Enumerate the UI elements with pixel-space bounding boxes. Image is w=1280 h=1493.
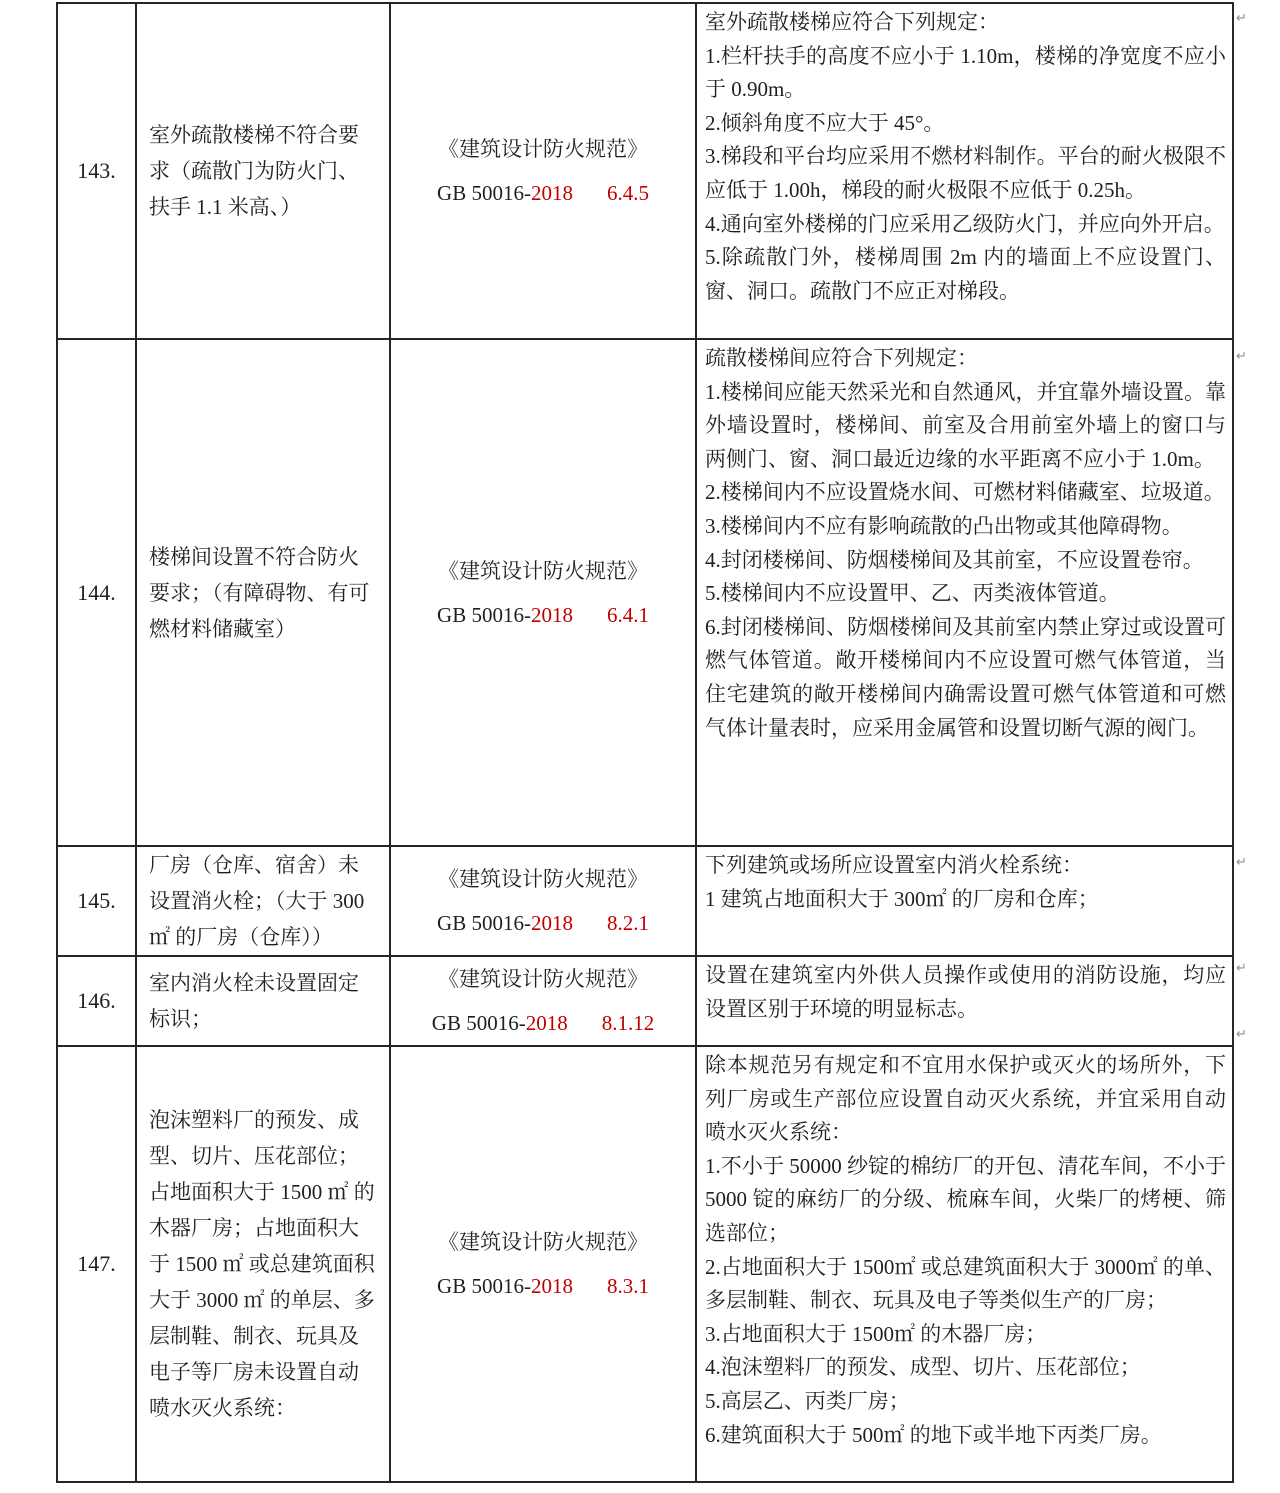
regulation-title: 《建筑设计防火规范》 [438,558,648,583]
regulation-code: GB 50016- [437,1274,531,1298]
detail-paragraph: 5.楼梯间内不应设置甲、乙、丙类液体管道。 [705,581,1120,606]
table-row [57,846,1233,956]
detail-paragraph: 5.除疏散门外，楼梯周围 2m 内的墙面上不应设置门、窗、洞口。疏散门不应正对梯段。 [705,245,1226,303]
paragraph-mark-icon: ↵ [1236,11,1247,26]
regulation-section: 6.4.1 [606,602,649,627]
detail-paragraph: 除本规范另有规定和不宜用水保护或灭火的场所外，下列厂房或生产部位应设置自动灭火系统，并宜采用自动喷水灭火系统： [705,1053,1226,1145]
table-row [57,339,1233,846]
row-number: 143. [77,158,116,183]
issue-text: 室内消火栓未设置固定标识； [149,971,359,1031]
detail-paragraph: 设置在建筑室内外供人员操作或使用的消防设施，均应设置区别于环境的明显标志。 [705,963,1226,1021]
regulation-title: 《建筑设计防火规范》 [438,137,648,161]
regulation-code-line [397,171,689,215]
table-row [57,3,1233,339]
row-number: 147. [77,1251,116,1276]
detail-paragraph: 4.封闭楼梯间、防烟楼梯间及其前室，不应设置卷帘。 [705,547,1204,572]
regulation-year: 2018 [525,1011,568,1035]
detail-paragraph: 6.建筑面积大于 500㎡ 的地下或半地下丙类厂房。 [705,1422,1162,1447]
regulation-code-line [397,1264,689,1308]
regulation-section: 8.2.1 [606,911,649,935]
regulation-code: GB 50016- [437,181,531,205]
regulation-section: 8.3.1 [606,1274,649,1298]
regulation-code: GB 50016- [437,602,531,627]
regulation-cell [390,3,696,339]
issue-text: 泡沫塑料厂的预发、成型、切片、压花部位；占地面积大于 1500 ㎡ 的木器厂房；占地面积大于 1500 ㎡ 或总建筑面积大于 3000 ㎡ 的单层、多层制鞋、制衣、玩具及电子等厂房未设置自动喷水灭火系统： [149,1108,375,1420]
detail-paragraph: 4.泡沫塑料厂的预发、成型、切片、压花部位； [705,1355,1141,1380]
regulation-cell [390,339,696,846]
regulation-section: 8.1.12 [601,1011,655,1035]
paragraph-mark-icon: ↵ [1236,349,1247,364]
detail-paragraph: 1 建筑占地面积大于 300㎡ 的厂房和仓库； [705,886,1099,911]
regulation-section: 6.4.5 [606,181,649,205]
issue-cell [136,339,390,846]
row-number-cell [57,956,136,1046]
row-number-cell [57,1046,136,1482]
row-number-cell [57,339,136,846]
issue-text: 楼梯间设置不符合防火要求；（有障碍物、有可燃材料储藏室） [149,544,370,641]
row-number: 146. [77,988,116,1013]
detail-cell [696,339,1233,846]
detail-paragraph: 6.封闭楼梯间、防烟楼梯间及其前室内禁止穿过或设置可燃气体管道。敞开楼梯间内不应设置可燃气体管道，当住宅建筑的敞开楼梯间内确需设置可燃气体管道和可燃气体计量表时，应采用金属管和设置切断气源的阀门。 [705,614,1226,740]
regulation-cell [390,846,696,956]
detail-paragraph: 2.楼梯间内不应设置烧水间、可燃材料储藏室、垃圾道。 [705,480,1225,505]
row-number-cell [57,846,136,956]
detail-paragraph: 2.占地面积大于 1500㎡ 或总建筑面积大于 3000㎡ 的单、多层制鞋、制衣、玩具及电子等类似生产的厂房； [705,1254,1226,1313]
regulation-title: 《建筑设计防火规范》 [438,1230,648,1254]
regulation-code-line [397,901,689,945]
issue-cell [136,846,390,956]
detail-paragraph: 3.楼梯间内不应有影响疏散的凸出物或其他障碍物。 [705,513,1183,538]
regulation-year: 2018 [530,181,573,205]
regulation-code-line [397,1001,689,1045]
detail-paragraph: 3.占地面积大于 1500㎡ 的木器厂房； [705,1321,1047,1346]
paragraph-mark-icon: ↵ [1236,961,1247,976]
row-number-cell [57,3,136,339]
detail-cell [696,3,1233,339]
table-row [57,956,1233,1046]
detail-cell [696,1046,1233,1482]
issue-cell [136,1046,390,1482]
regulation-code: GB 50016- [431,1011,526,1035]
detail-paragraph: 3.梯段和平台均应采用不燃材料制作。平台的耐火极限不应低于 1.00h，梯段的耐火极限不应低于 0.25h。 [705,144,1226,202]
regulation-code-line [397,593,689,637]
table-row [57,1046,1233,1482]
detail-paragraph: 1.楼梯间应能天然采光和自然通风，并宜靠外墙设置。靠外墙设置时，楼梯间、前室及合用前室外墙上的窗口与两侧门、窗、洞口最近边缘的水平距离不应小于 1.0m。 [705,379,1226,471]
detail-paragraph: 下列建筑或场所应设置室内消火栓系统： [705,853,1083,877]
detail-paragraph: 室外疏散楼梯应符合下列规定： [705,10,999,34]
regulation-year: 2018 [530,911,573,935]
regulation-code: GB 50016- [437,911,531,935]
regulation-year: 2018 [530,1274,573,1298]
detail-paragraph: 1.不小于 50000 纱锭的棉纺厂的开包、清花车间，不小于 5000 锭的麻纺厂的分级、梳麻车间，火柴厂的烤梗、筛选部位； [705,1153,1226,1245]
row-number: 145. [77,888,116,913]
detail-paragraph: 1.栏杆扶手的高度不应小于 1.10m，楼梯的净宽度不应小于 0.90m。 [705,43,1226,102]
issue-text: 室外疏散楼梯不符合要求（疏散门为防火门、扶手 1.1 米高、） [149,123,359,219]
detail-paragraph: 疏散楼梯间应符合下列规定： [705,346,978,370]
row-number: 144. [77,579,116,605]
paragraph-mark-icon: ↵ [1236,855,1247,870]
regulation-title: 《建筑设计防火规范》 [438,967,648,991]
issue-cell [136,3,390,339]
detail-cell [696,846,1233,956]
regulation-title: 《建筑设计防火规范》 [438,867,648,891]
regulation-year: 2018 [530,602,573,627]
detail-paragraph: 5.高层乙、丙类厂房； [705,1388,910,1413]
issue-text: 厂房（仓库、宿舍）未设置消火栓；（大于 300 ㎡ 的厂房（仓库）） [149,853,365,949]
detail-cell [696,956,1233,1046]
regulation-cell [390,1046,696,1482]
regulation-table [56,2,1234,1483]
issue-cell [136,956,390,1046]
regulation-cell [390,956,696,1046]
detail-paragraph: 2.倾斜角度不应大于 45°。 [705,110,945,135]
paragraph-mark-icon: ↵ [1236,1027,1247,1042]
detail-paragraph: 4.通向室外楼梯的门应采用乙级防火门，并应向外开启。 [705,211,1225,236]
